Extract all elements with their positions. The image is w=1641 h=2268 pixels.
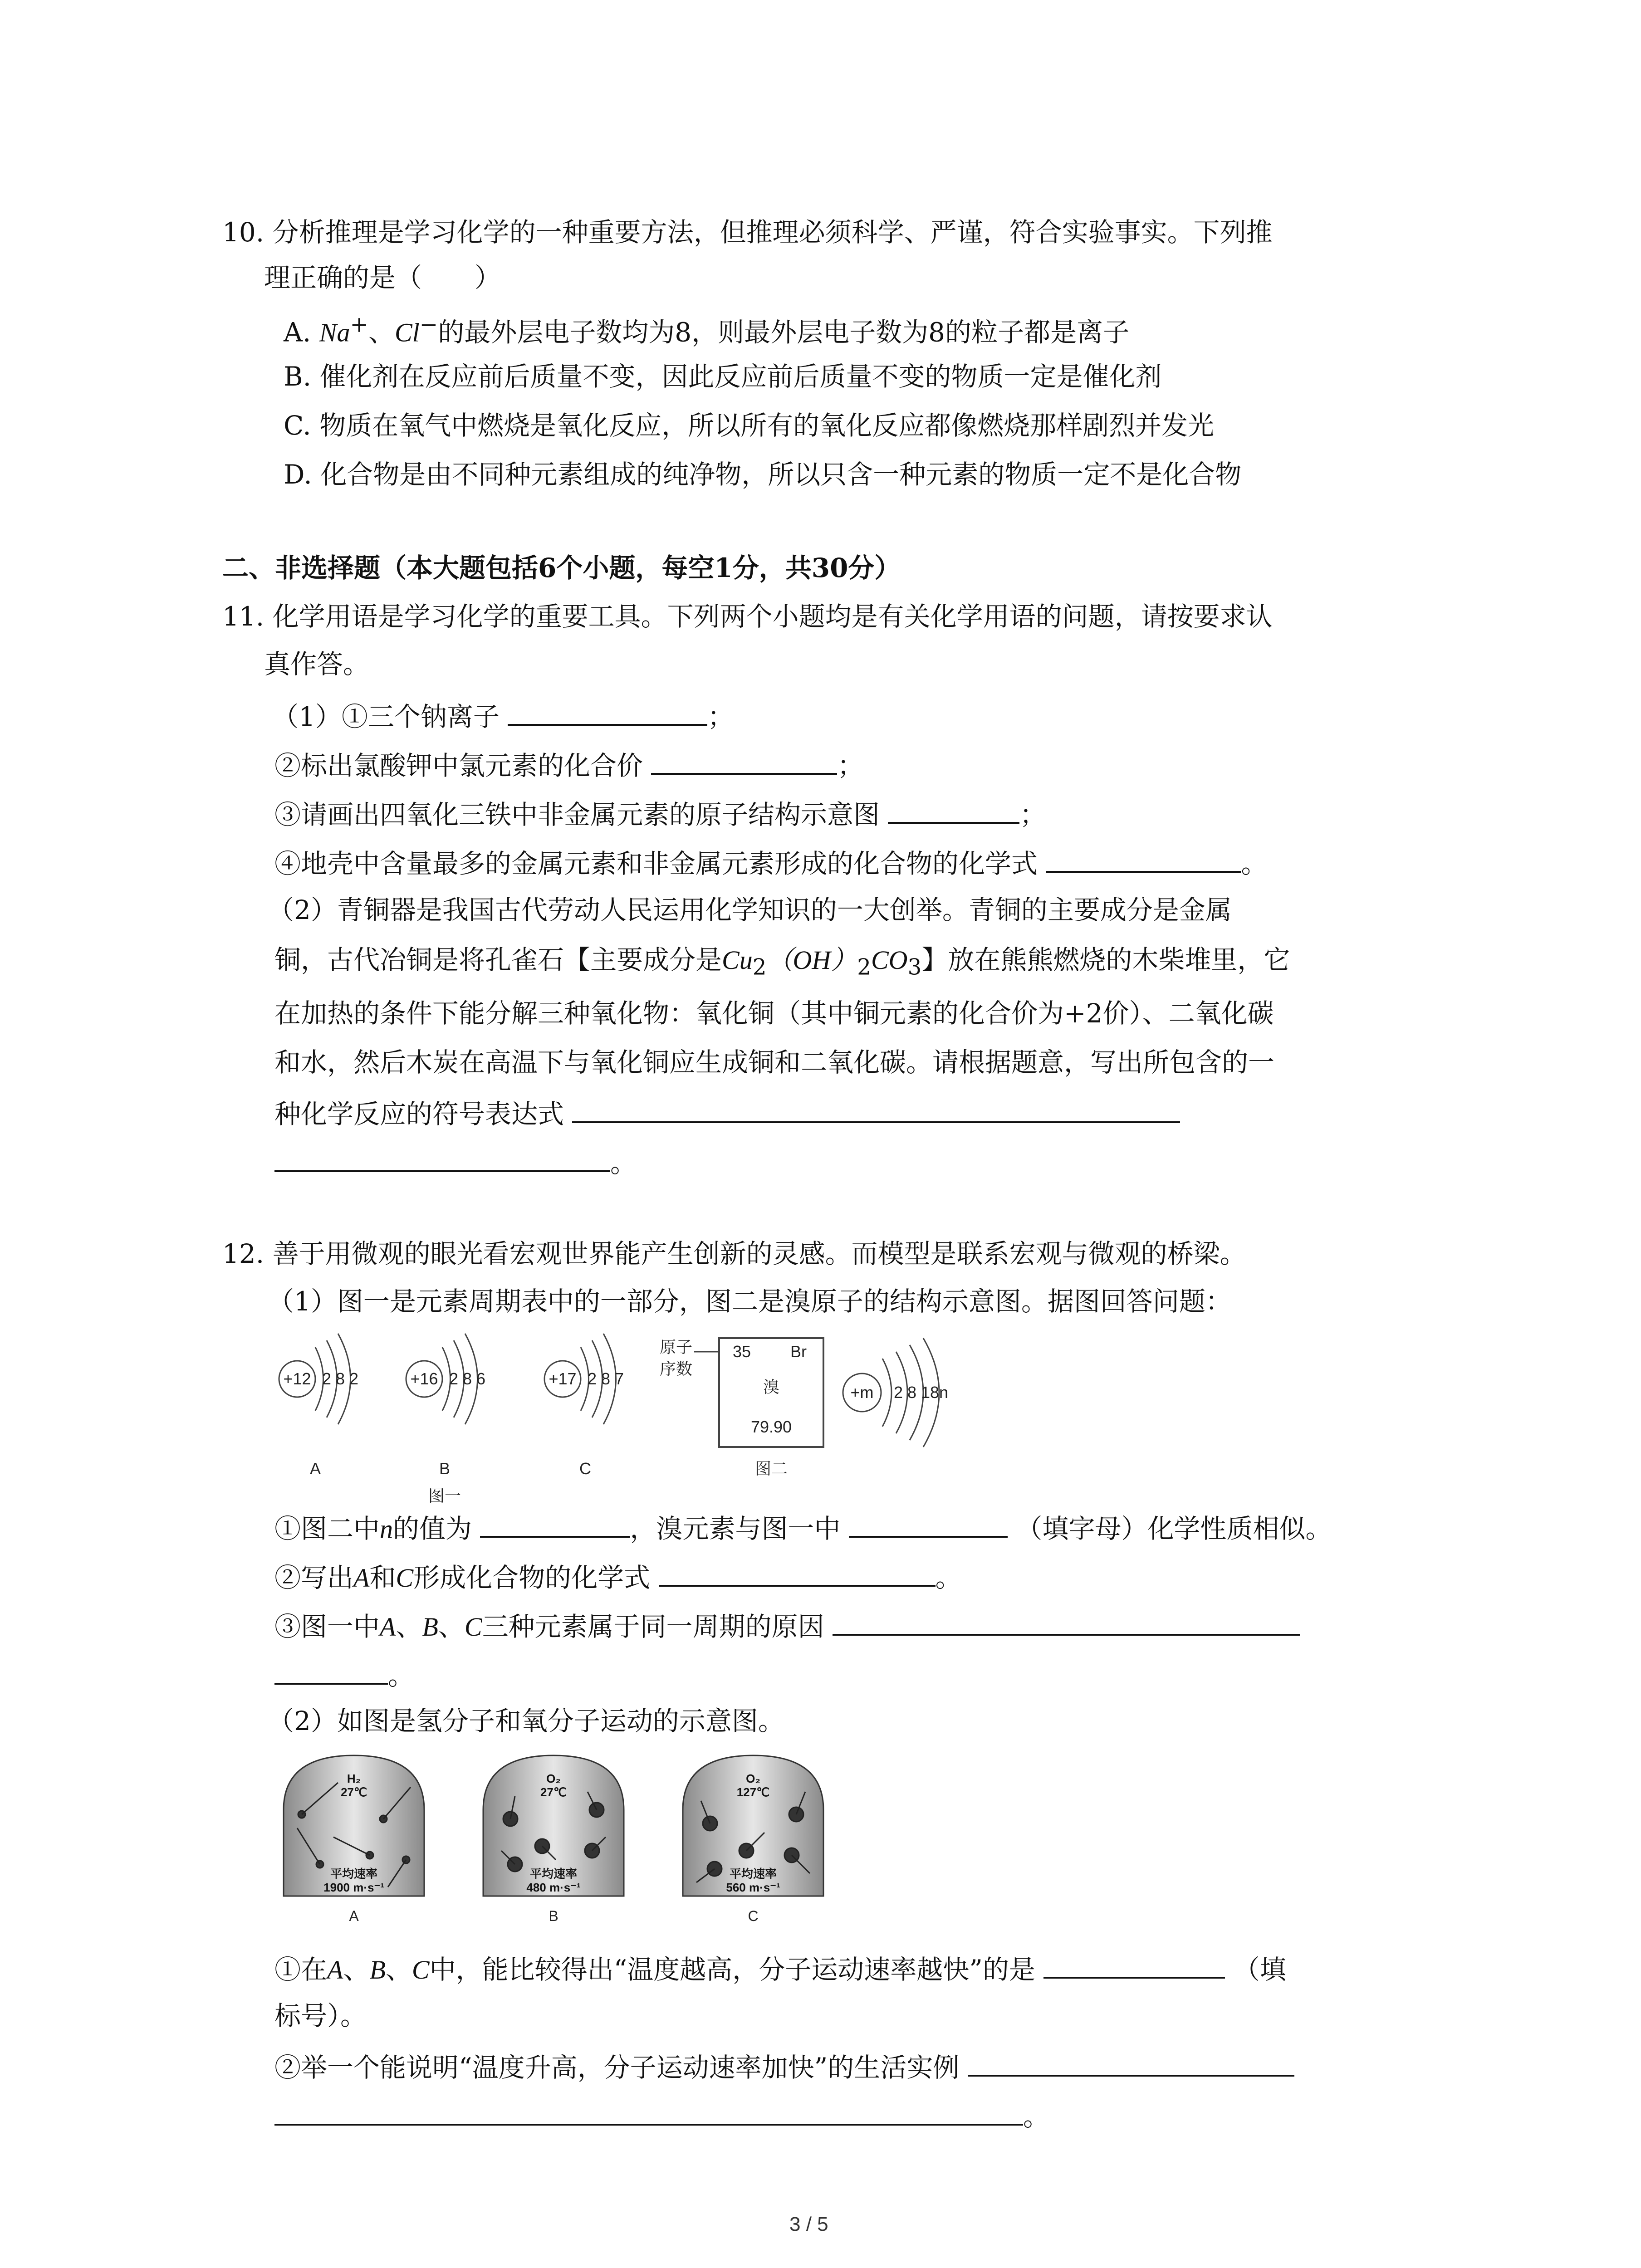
- punctuation: ；: [707, 701, 734, 732]
- formula-co: CO: [871, 945, 908, 975]
- q11-part1-item1: [272, 699, 734, 733]
- q11-stem-line2: 真作答。: [264, 649, 370, 679]
- answer-blank[interactable]: [1046, 846, 1241, 873]
- question-text: （1）①三个钠离子: [272, 701, 500, 732]
- text: ②举一个能说明“温度升高，分子运动速率加快”的生活实例: [274, 2052, 960, 2083]
- answer-blank[interactable]: [274, 1145, 610, 1172]
- rate-value: 480 m·s⁻¹: [526, 1881, 581, 1894]
- q11-part2-line1: （2）青铜器是我国古代劳动人民运用化学知识的一大创举。青铜的主要成分是金属: [268, 894, 1232, 925]
- element-c: C: [396, 1563, 414, 1593]
- text: 、: [343, 1954, 370, 1985]
- electron-shell-arc: [882, 1359, 892, 1427]
- q10-option-b[interactable]: B. 催化剂在反应前后质量不变，因此反应前后质量不变的物质一定是催化剂: [284, 361, 1162, 392]
- molecule-motion-figure: [279, 1746, 837, 1928]
- text: ，溴元素与图一中: [630, 1513, 841, 1544]
- element-a: A: [353, 1563, 370, 1593]
- element-symbol: Br: [790, 1342, 807, 1361]
- subscript: 2: [857, 954, 871, 980]
- text: 形成化合物的化学式: [413, 1562, 651, 1593]
- answer-blank[interactable]: [651, 748, 837, 775]
- punctuation: 。: [610, 1148, 637, 1178]
- nucleus-charge: +16: [410, 1369, 438, 1388]
- answer-blank[interactable]: [274, 1657, 388, 1685]
- question-text: 种化学反应的符号表达式: [274, 1099, 564, 1129]
- text: （填字母）化学性质相似。: [1016, 1513, 1332, 1544]
- temperature-label: 127℃: [736, 1785, 770, 1799]
- punctuation: ；: [837, 750, 864, 781]
- text: 、: [438, 1611, 465, 1642]
- text: 、: [396, 1611, 422, 1642]
- q11-part2-line3: 在加热的条件下能分解三种氧化物：氧化铜（其中铜元素的化合价为+2价）、二氧化碳: [274, 998, 1274, 1029]
- atomic-number-label: 序数: [659, 1359, 693, 1378]
- sodium-ion: Na: [319, 318, 350, 347]
- answer-blank[interactable]: [274, 2098, 1023, 2126]
- element-c: C: [464, 1612, 482, 1642]
- q11-part1-item2: [274, 748, 863, 782]
- punctuation: 。: [388, 1660, 415, 1691]
- electron-shells: 2 8 18n: [893, 1383, 949, 1402]
- formula-cu: Cu: [722, 945, 753, 975]
- atom-label-a: A: [309, 1459, 321, 1478]
- answer-blank[interactable]: [888, 797, 1019, 824]
- answer-blank[interactable]: [968, 2049, 1294, 2077]
- text: 中，能比较得出“温度越高，分子运动速率越快”的是: [429, 1954, 1035, 1985]
- atomic-number-label: 原子: [659, 1338, 693, 1356]
- atomic-mass: 79.90: [750, 1418, 792, 1436]
- q11-part1-item4: [274, 846, 1267, 880]
- jar-label-c: C: [748, 1908, 759, 1924]
- label-b: B: [369, 1955, 386, 1984]
- atom-label-b: B: [439, 1459, 451, 1478]
- text: ①在: [274, 1954, 328, 1985]
- chloride-ion: Cl: [394, 318, 420, 347]
- nucleus-charge: +17: [549, 1369, 577, 1388]
- q10-option-d[interactable]: D. 化合物是由不同种元素组成的纯净物，所以只含一种元素的物质一定不是化合物: [284, 459, 1242, 490]
- question-text: ④地壳中含量最多的金属元素和非金属元素形成的化合物的化学式: [274, 848, 1038, 879]
- q12-part2-intro: （2）如图是氢分子和氧分子运动的示意图。: [268, 1706, 784, 1736]
- text: 】放在熊熊燃烧的木柴堆里，它: [921, 944, 1290, 975]
- question-text: ②标出氯酸钾中氯元素的化合价: [274, 750, 643, 781]
- electron-shells: 2 8 7: [587, 1369, 624, 1388]
- figure-1-caption: 图一: [428, 1486, 461, 1505]
- gas-label: O₂: [546, 1772, 561, 1785]
- rate-label: 平均速率: [330, 1867, 378, 1881]
- element-b: B: [422, 1612, 438, 1642]
- answer-blank[interactable]: [480, 1510, 630, 1538]
- q11-part2-line5: [274, 1096, 1180, 1130]
- jar-label-b: B: [549, 1908, 558, 1924]
- atom-label-c: C: [579, 1459, 591, 1478]
- question-text: ③请画出四氧化三铁中非金属元素的原子结构示意图: [274, 799, 880, 830]
- punctuation: ；: [1019, 799, 1046, 830]
- q12-part2-question1: [274, 1951, 1286, 1986]
- temperature-label: 27℃: [340, 1785, 367, 1799]
- gas-label: H₂: [347, 1772, 361, 1785]
- label-c: C: [411, 1955, 430, 1984]
- q12-part1-question3: [274, 1608, 1300, 1643]
- q12-part1-question3-cont: [274, 1657, 414, 1692]
- q12-part2-question2-cont: [274, 2098, 1049, 2133]
- q11-part1-item3: [274, 797, 1046, 831]
- rate-value: 1900 m·s⁻¹: [323, 1881, 384, 1894]
- electron-shells: 2 8 6: [449, 1369, 486, 1388]
- subscript: 2: [752, 954, 767, 980]
- nucleus-charge: +12: [283, 1369, 311, 1388]
- text: 和: [369, 1562, 396, 1593]
- text: ②写出: [274, 1562, 354, 1593]
- separator: 、: [368, 317, 395, 348]
- option-label: A.: [284, 317, 319, 348]
- answer-blank[interactable]: [659, 1559, 936, 1587]
- figure-2-caption: 图二: [754, 1459, 788, 1478]
- q11-part2-line6: [274, 1145, 637, 1179]
- text: 三种元素属于同一周期的原因: [482, 1611, 824, 1642]
- nucleus-charge: +m: [850, 1383, 874, 1402]
- text: ①图二中: [274, 1513, 380, 1544]
- q10-stem-line2: 理正确的是（ ）: [264, 262, 501, 293]
- subscript: 3: [907, 954, 922, 980]
- q12-part1-question2: [274, 1559, 962, 1594]
- element-a: A: [380, 1612, 396, 1642]
- q10-stem-line1: 10. 分析推理是学习化学的一种重要方法，但推理必须科学、严谨，符合实验事实。下列推: [222, 217, 1273, 248]
- text: 铜，古代冶铜是将孔雀石【主要成分是: [274, 944, 722, 975]
- q12-part2-question1-cont: 标号）。: [274, 2000, 367, 2031]
- punctuation: 。: [1241, 848, 1268, 879]
- element-number: 35: [732, 1342, 751, 1361]
- q11-part2-line4: 和水，然后木炭在高温下与氧化铜应生成铜和二氧化碳。请根据题意，写出所包含的一: [274, 1047, 1275, 1078]
- q12-part2-question2: [274, 2049, 1294, 2084]
- gas-label: O₂: [746, 1772, 760, 1785]
- rate-value: 560 m·s⁻¹: [726, 1881, 780, 1894]
- text: 、: [385, 1954, 412, 1985]
- q11-stem-line1: 11. 化学用语是学习化学的重要工具。下列两个小题均是有关化学用语的问题，请按要求认: [222, 601, 1273, 632]
- q10-option-a[interactable]: A. Na+、Cl−的最外层电子数均为8，则最外层电子数为8的粒子都是离子: [284, 312, 1130, 348]
- q12-stem: 12. 善于用微观的眼光看宏观世界能产生创新的灵感。而模型是联系宏观与微观的桥梁。: [222, 1238, 1246, 1269]
- rate-label: 平均速率: [529, 1867, 578, 1881]
- punctuation: 。: [935, 1562, 962, 1593]
- option-text: 的最外层电子数均为8，则最外层电子数为8的粒子都是离子: [438, 317, 1130, 348]
- q12-part1-question1: [274, 1510, 1332, 1545]
- text: 的值为: [393, 1513, 472, 1544]
- variable-n: n: [380, 1514, 393, 1544]
- answer-blank[interactable]: [508, 699, 707, 726]
- rate-label: 平均速率: [729, 1867, 777, 1881]
- formula-oh: （OH）: [766, 945, 857, 975]
- atomic-structure-figures: [272, 1320, 1043, 1529]
- text: ③图一中: [274, 1611, 380, 1642]
- section-heading: 二、非选择题（本大题包括6个小题，每空1分，共30分）: [222, 552, 901, 583]
- answer-blank[interactable]: [1043, 1951, 1225, 1979]
- answer-blank[interactable]: [833, 1608, 1300, 1636]
- temperature-label: 27℃: [540, 1785, 567, 1799]
- answer-blank[interactable]: [849, 1510, 1008, 1538]
- page-number: 3 / 5: [789, 2213, 828, 2235]
- electron-shells: 2 8 2: [322, 1369, 359, 1388]
- element-name: 溴: [763, 1378, 780, 1396]
- jar-label-a: A: [349, 1908, 359, 1924]
- label-a: A: [327, 1955, 343, 1984]
- q11-part2-line2: [274, 944, 1290, 981]
- answer-blank[interactable]: [572, 1096, 1180, 1123]
- q12-part1-intro: （1）图一是元素周期表中的一部分，图二是溴原子的结构示意图。据图回答问题：: [268, 1286, 1232, 1317]
- punctuation: 。: [1023, 2101, 1050, 2132]
- text: （填: [1233, 1954, 1286, 1985]
- q10-option-c[interactable]: C. 物质在氧气中燃烧是氧化反应，所以所有的氧化反应都像燃烧那样剧烈并发光: [284, 410, 1215, 441]
